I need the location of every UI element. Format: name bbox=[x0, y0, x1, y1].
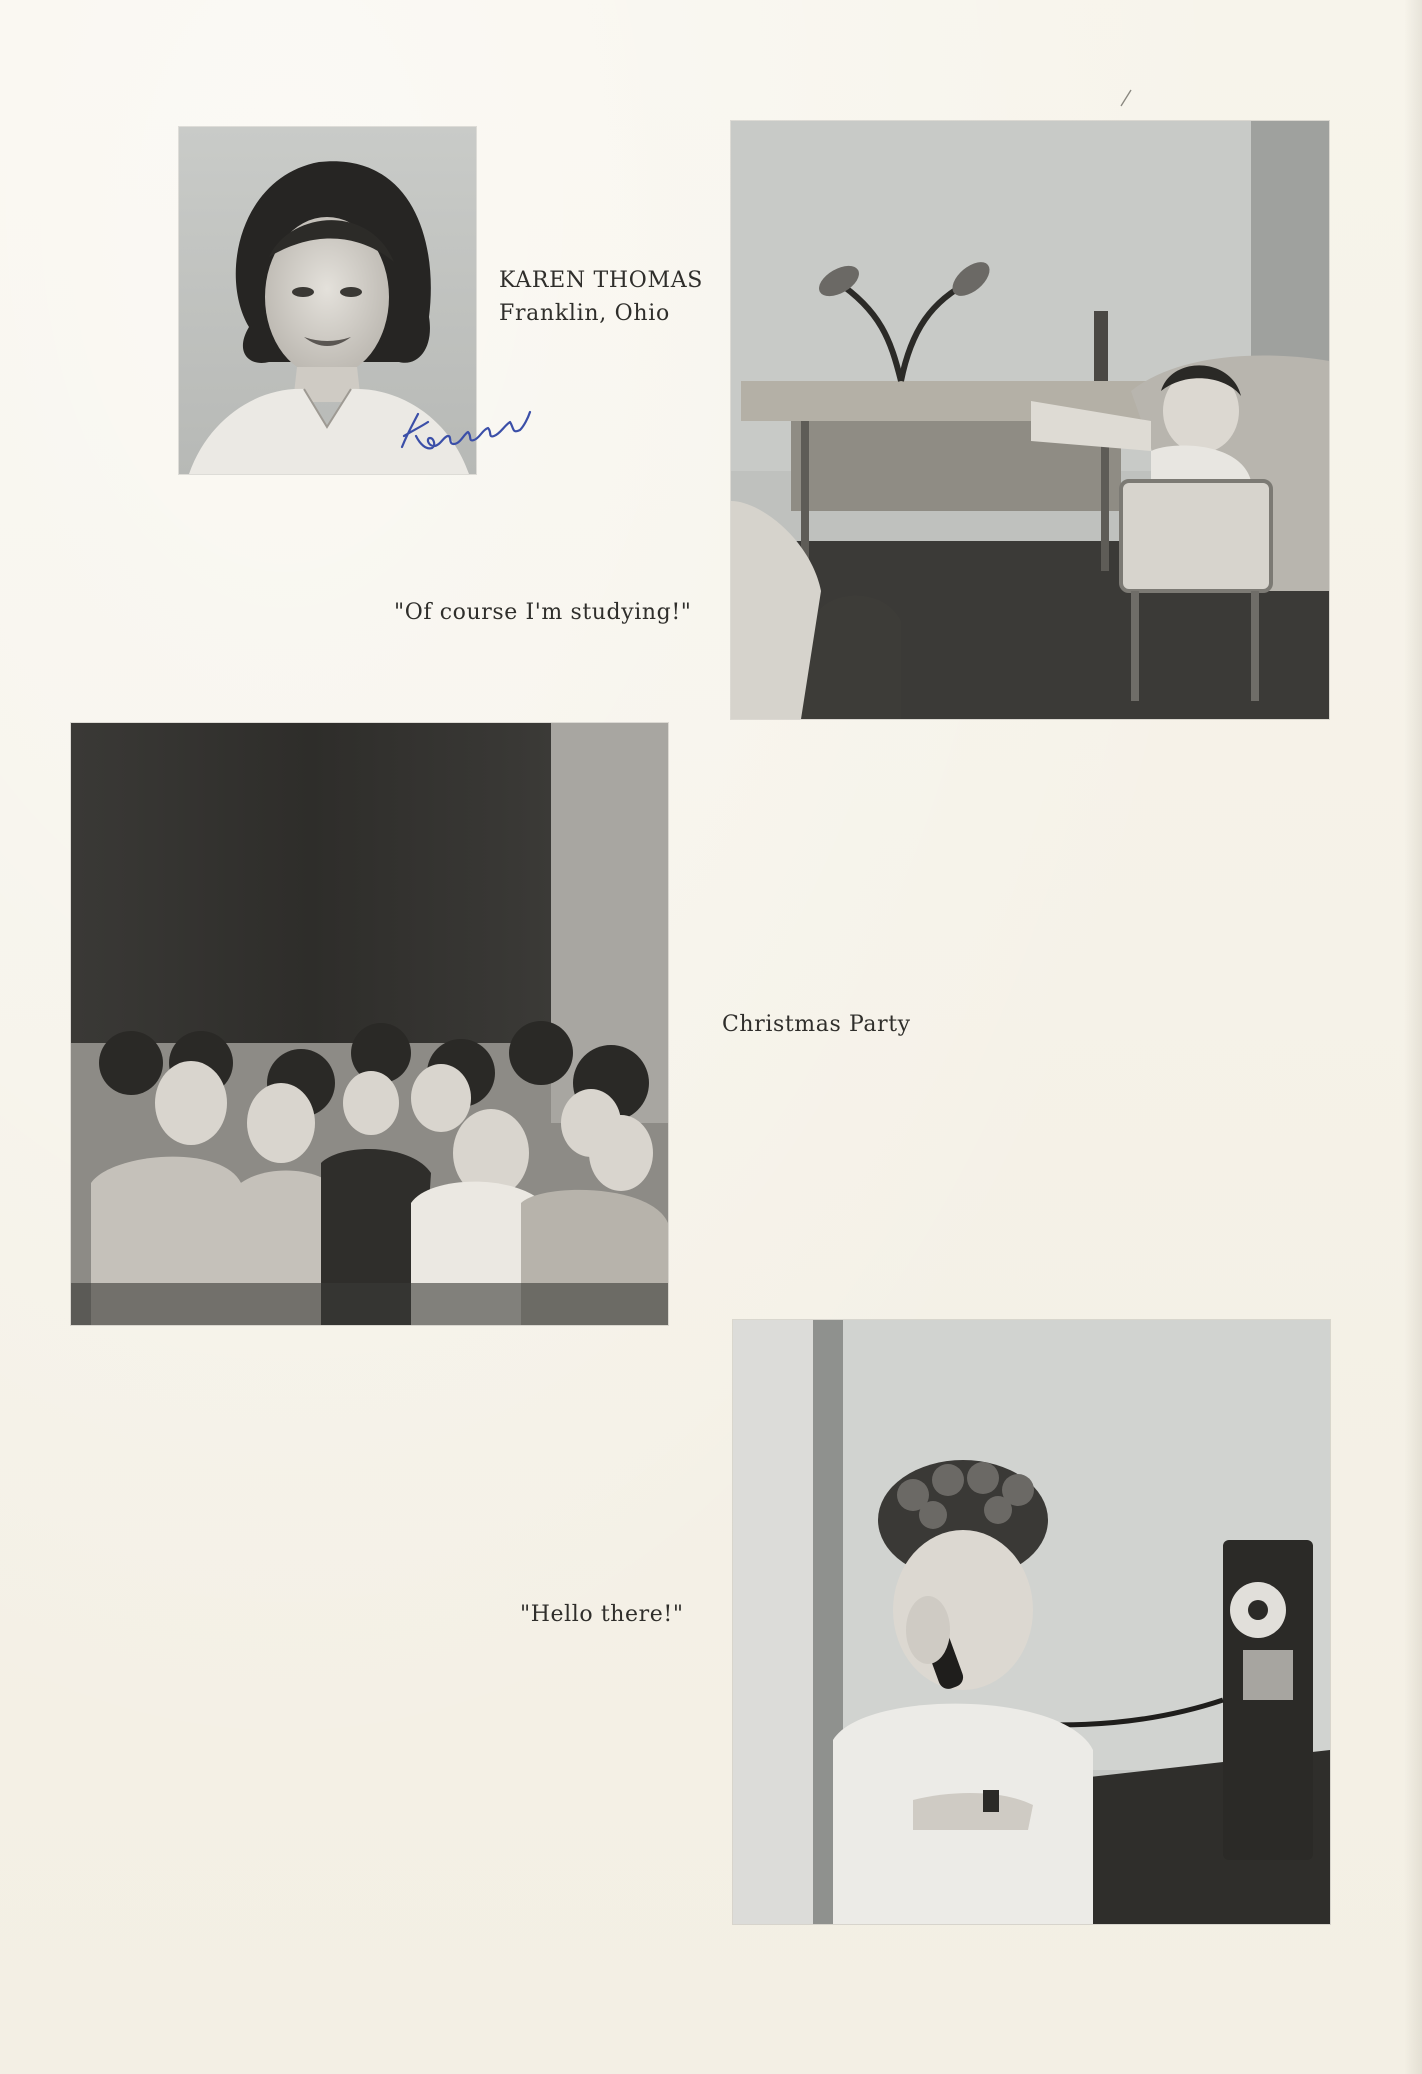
hello-there-photo bbox=[733, 1320, 1330, 1924]
studying-caption: "Of course I'm studying!" bbox=[394, 600, 692, 625]
stray-pencil-mark bbox=[1118, 88, 1134, 108]
christmas-party-caption: Christmas Party bbox=[722, 1012, 911, 1037]
signature-image bbox=[394, 392, 534, 462]
student-name: KAREN THOMAS bbox=[499, 268, 704, 293]
hello-there-caption: "Hello there!" bbox=[520, 1602, 684, 1627]
student-hometown: Franklin, Ohio bbox=[499, 301, 670, 326]
studying-photo bbox=[731, 121, 1329, 719]
portrait-caption bbox=[499, 264, 703, 330]
christmas-party-photo bbox=[71, 723, 668, 1325]
page-edge-shadow bbox=[1404, 0, 1422, 2074]
